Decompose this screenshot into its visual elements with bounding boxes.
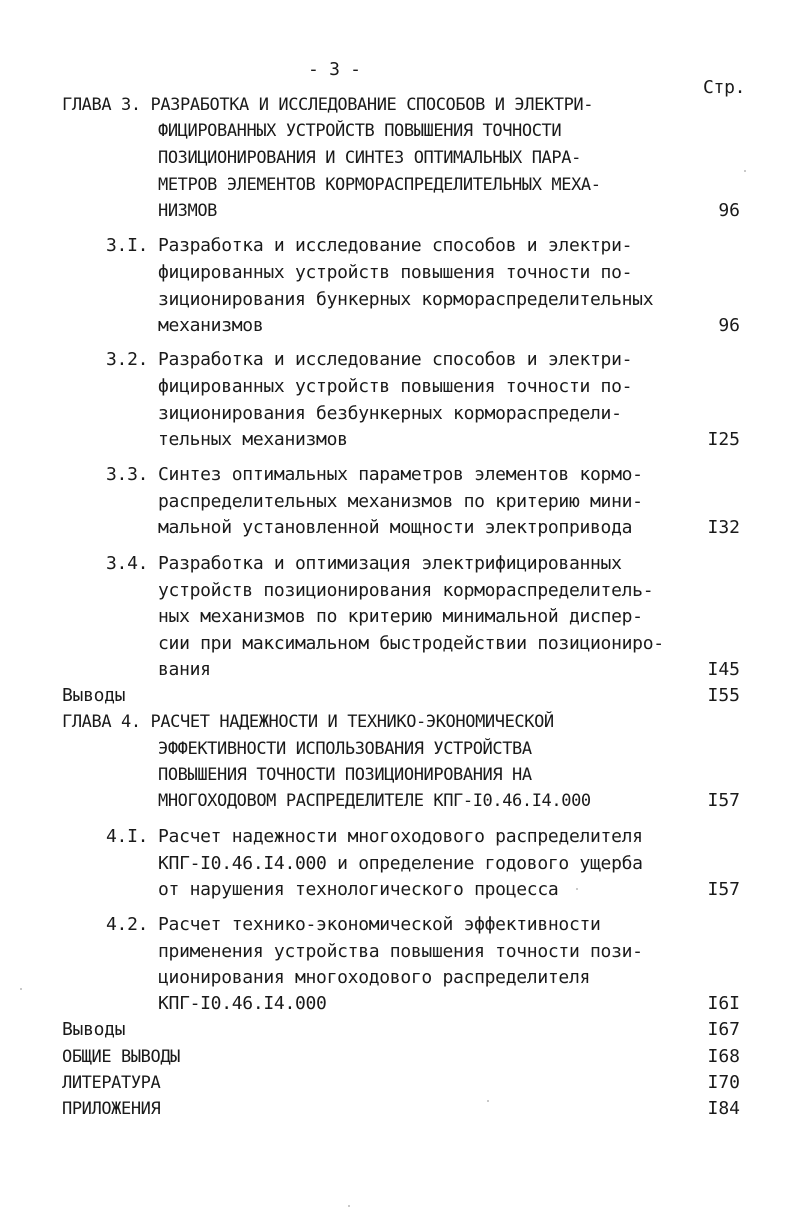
toc-entry-line: ПОВЫШЕНИЯ ТОЧНОСТИ ПОЗИЦИОНИРОВАНИЯ НА [158, 765, 532, 785]
toc-entry-line: Разработка и оптимизация электрифицированных [158, 553, 622, 574]
toc-entry-line: ПРИЛОЖЕНИЯ [62, 1099, 161, 1119]
toc-entry-line: КПГ-I0.46.I4.000 [158, 993, 327, 1014]
page-column-label: Стр. [703, 77, 746, 98]
toc-entry-line: механизмов [158, 315, 264, 336]
toc-page-number: I32 [707, 517, 740, 538]
toc-entry-line: ФИЦИРОВАННЫХ УСТРОЙСТВ ПОВЫШЕНИЯ ТОЧНОСТИ [158, 121, 562, 141]
toc-entry-line: Синтез оптимальных параметров элементов кормо- [158, 464, 643, 485]
toc-entry-line: Разработка и исследование способов и электри- [158, 349, 633, 370]
toc-section-number: 4.I. [106, 826, 149, 847]
toc-entry-line: Расчет надежности многоходового распределителя [158, 826, 643, 847]
toc-entry-line: ЭФФЕКТИВНОСТИ ИСПОЛЬЗОВАНИЯ УСТРОЙСТВА [158, 739, 532, 759]
page-number: - 3 - [308, 59, 361, 80]
toc-entry-line: Выводы [62, 685, 126, 706]
toc-page-number: I67 [707, 1019, 740, 1040]
toc-page-number: I25 [707, 429, 740, 450]
toc-entry-line: МНОГОХОДОВОМ РАСПРЕДЕЛИТЕЛЕ КПГ-I0.46.I4.000 [158, 791, 591, 811]
toc-entry-line: от нарушения технологического процесса [158, 879, 559, 900]
toc-entry-line: Выводы [62, 1019, 126, 1040]
toc-section-number: 4.2. [106, 914, 149, 935]
toc-entry-line: зиционирования бункерных кормораспределительных [158, 289, 654, 310]
toc-page-number: I68 [707, 1046, 740, 1067]
toc-entry-line: МЕТРОВ ЭЛЕМЕНТОВ КОРМОРАСПРЕДЕЛИТЕЛЬНЫХ МЕХА- [158, 175, 601, 195]
toc-entry-line: ных механизмов по критерию минимальной диспер- [158, 606, 643, 627]
toc-section-number: 3.I. [106, 235, 149, 256]
toc-page-number: I57 [707, 879, 740, 900]
toc-page-number: I84 [707, 1098, 740, 1119]
toc-entry-line: применения устройства повышения точности пози- [158, 941, 643, 962]
toc-entry-line: сии при максимальном быстродействии позициониро- [158, 633, 664, 654]
toc-page-number: I55 [707, 685, 740, 706]
toc-page-number: 96 [718, 200, 740, 221]
toc-page-number: 96 [718, 315, 740, 336]
toc-entry-line: ГЛАВА 4. РАСЧЕТ НАДЕЖНОСТИ И ТЕХНИКО-ЭКОНОМИЧЕСКОЙ [62, 712, 554, 732]
toc-section-number: 3.4. [106, 553, 149, 574]
toc-entry-line: Расчет технико-экономической эффективности [158, 914, 601, 935]
toc-entry-line: устройств позиционирования кормораспределитель- [158, 580, 654, 601]
toc-section-number: 3.2. [106, 349, 149, 370]
toc-entry-line: ционирования многоходового распределителя [158, 967, 591, 988]
toc-entry-line: ОБЩИЕ ВЫВОДЫ [62, 1047, 181, 1067]
toc-entry-line: мальной установленной мощности электропривода [158, 517, 633, 538]
toc-page-number: I6I [707, 993, 740, 1014]
toc-page-number: I45 [707, 659, 740, 680]
scan-speck [744, 170, 746, 172]
toc-entry-line: Разработка и исследование способов и электри- [158, 235, 633, 256]
toc-entry-line: ЛИТЕРАТУРА [62, 1073, 161, 1093]
scan-speck [348, 1205, 350, 1207]
toc-page-number: I70 [707, 1072, 740, 1093]
toc-entry-line: ГЛАВА 3. РАЗРАБОТКА И ИССЛЕДОВАНИЕ СПОСОБОВ И ЭЛЕКТРИ- [62, 95, 594, 115]
scan-speck [20, 988, 22, 990]
toc-entry-line: распределительных механизмов по критерию мини- [158, 491, 643, 512]
toc-entry-line: ПОЗИЦИОНИРОВАНИЯ И СИНТЕЗ ОПТИМАЛЬНЫХ ПАРА- [158, 148, 581, 168]
toc-entry-line: НИЗМОВ [158, 201, 218, 221]
toc-section-number: 3.3. [106, 464, 149, 485]
toc-entry-line: фицированных устройств повышения точности по- [158, 262, 633, 283]
scan-speck [487, 1100, 489, 1102]
toc-entry-line: вания [158, 659, 211, 680]
toc-entry-line: фицированных устройств повышения точности по- [158, 376, 633, 397]
toc-entry-line: зиционирования безбункерных кормораспредели- [158, 403, 622, 424]
toc-page-number: I57 [707, 790, 740, 811]
scan-speck [576, 888, 578, 890]
toc-entry-line: тельных механизмов [158, 429, 348, 450]
toc-entry-line: КПГ-I0.46.I4.000 и определение годового ущерба [158, 853, 643, 874]
